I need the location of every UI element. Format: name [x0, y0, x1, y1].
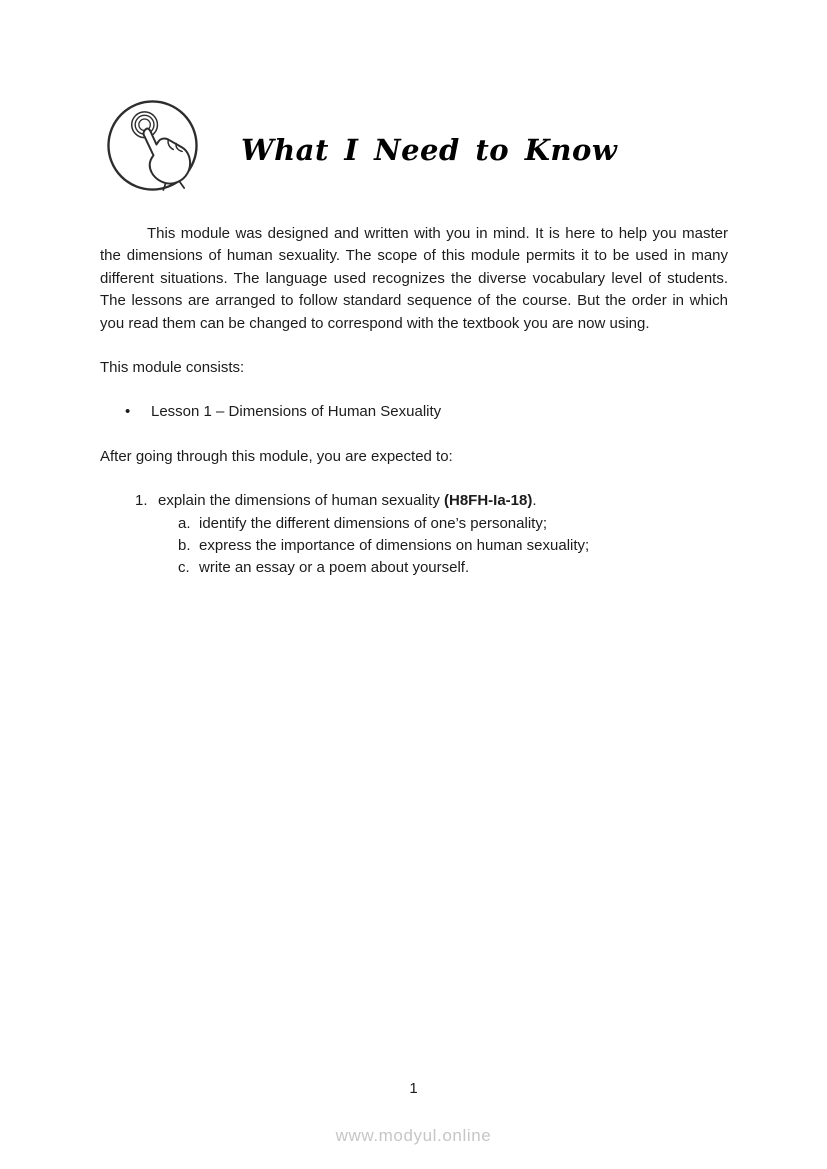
body-content [100, 223, 728, 580]
sub-objective-text: identify the different dimensions of one’s personality; [199, 514, 547, 532]
sub-objective-text: express the importance of dimensions on human sexuality; [199, 537, 590, 555]
lesson-text: Lesson 1 – Dimensions of Human Sexuality [151, 403, 442, 421]
objective-text [158, 490, 537, 512]
watermark: www.modyul.online [335, 1126, 492, 1145]
objective-item [100, 490, 728, 512]
bullet-icon: • [125, 403, 131, 421]
page-title: What I Need to Know [241, 133, 618, 167]
objective-number: 1. [135, 492, 148, 510]
sub-objective-item [100, 557, 728, 579]
objective-text-suffix: . [532, 492, 537, 510]
objective-text-main: explain the dimensions of human sexuality [158, 492, 444, 510]
sub-objective-item [100, 513, 728, 535]
lesson-list-item [100, 401, 728, 423]
page-number: 1 [409, 1080, 418, 1097]
sub-objective-letter: c. [178, 559, 190, 577]
sub-objective-item [100, 535, 728, 557]
intro-paragraph: This module was designed and written with you in mind. It is here to help you master the dimensions of human sexuality. The scope of this module permits it to be used in many different situations. The language used recognizes the diverse vocabulary level of students. The lessons are arranged to follow standard sequence of the course. But the order in which you read them can be changed to correspond with the textbook you are now using. [100, 225, 728, 332]
objective-code: (H8FH-Ia-18) [444, 492, 533, 510]
expectations-label: After going through this module, you are expected to: [100, 447, 453, 465]
sub-objective-letter: b. [178, 537, 191, 555]
consists-label: This module consists: [100, 359, 245, 377]
hand-touch-icon [106, 99, 199, 192]
sub-objective-text: write an essay or a poem about yourself. [199, 559, 470, 577]
sub-objective-letter: a. [178, 514, 191, 532]
